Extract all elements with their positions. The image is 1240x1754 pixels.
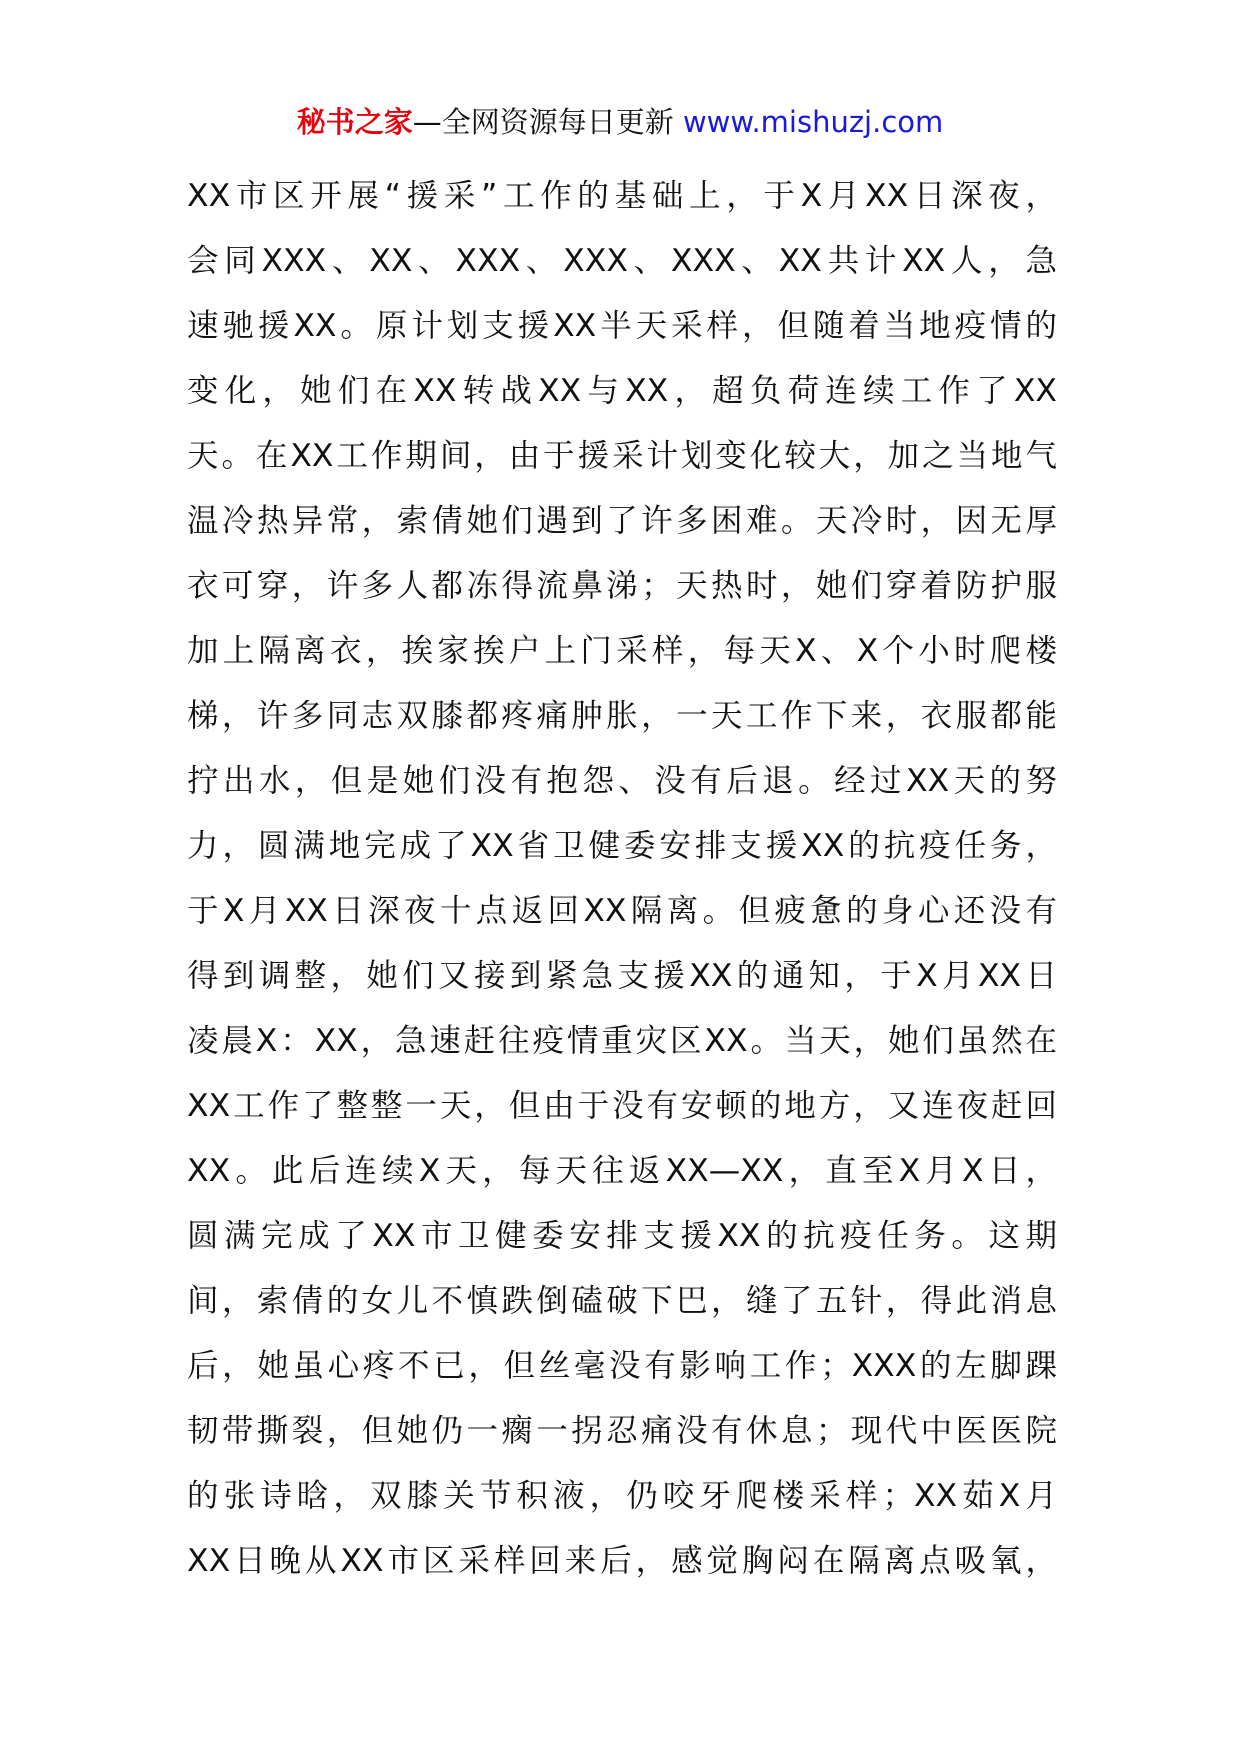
text-line: 变化，她们在XX转战XX与XX，超负荷连续工作了XX [187, 373, 1057, 409]
text-line: 韧带撕裂，但她仍一瘸一拐忍痛没有休息；现代中医医院 [187, 1413, 1057, 1449]
site-url-link[interactable]: www.mishuzj.com [682, 105, 944, 139]
text-line: XX。此后连续X天，每天往返XX—XX，直至X月X日， [187, 1153, 1057, 1189]
text-line: 间，索倩的女儿不慎跌倒磕破下巴，缝了五针，得此消息 [187, 1283, 1057, 1319]
text-line: 于X月XX日深夜十点返回XX隔离。但疲惫的身心还没有 [187, 893, 1057, 929]
text-line: 天。在XX工作期间，由于援采计划变化较大，加之当地气 [187, 438, 1057, 474]
text-line: 拧出水，但是她们没有抱怨、没有后退。经过XX天的努 [187, 763, 1057, 799]
text-line: 会同XXX、XX、XXX、XXX、XXX、XX共计XX人，急 [187, 243, 1057, 279]
text-line: 力，圆满地完成了XX省卫健委安排支援XX的抗疫任务， [187, 828, 1057, 864]
text-line: 加上隔离衣，挨家挨户上门采样，每天X、X个小时爬楼 [187, 633, 1057, 669]
text-line: 后，她虽心疼不已，但丝毫没有影响工作；XXX的左脚踝 [187, 1348, 1057, 1384]
watermark-header [0, 102, 1240, 142]
text-line: 的张诗晗，双膝关节积液，仍咬牙爬楼采样；XX茹X月 [187, 1478, 1057, 1514]
text-line: 得到调整，她们又接到紧急支援XX的通知，于X月XX日 [187, 958, 1057, 994]
text-line: XX日晚从XX市区采样回来后，感觉胸闷在隔离点吸氧， [187, 1543, 1057, 1579]
text-line: 凌晨X：XX，急速赶往疫情重灾区XX。当天，她们虽然在 [187, 1023, 1057, 1059]
text-line: 衣可穿，许多人都冻得流鼻涕；天热时，她们穿着防护服 [187, 568, 1057, 604]
header-tagline: —全网资源每日更新 [412, 105, 674, 139]
body-paragraph [187, 164, 1057, 1594]
text-line: 温冷热异常，索倩她们遇到了许多困难。天冷时，因无厚 [187, 503, 1057, 539]
text-line: 速驰援XX。原计划支援XX半天采样，但随着当地疫情的 [187, 308, 1057, 344]
text-line: 圆满完成了XX市卫健委安排支援XX的抗疫任务。这期 [187, 1218, 1057, 1254]
brand-name: 秘书之家 [296, 105, 413, 139]
text-line: 梯，许多同志双膝都疼痛肿胀，一天工作下来，衣服都能 [187, 698, 1057, 734]
text-line: XX工作了整整一天，但由于没有安顿的地方，又连夜赶回 [187, 1088, 1057, 1124]
text-line: XX市区开展“援采”工作的基础上，于X月XX日深夜， [187, 178, 1057, 214]
